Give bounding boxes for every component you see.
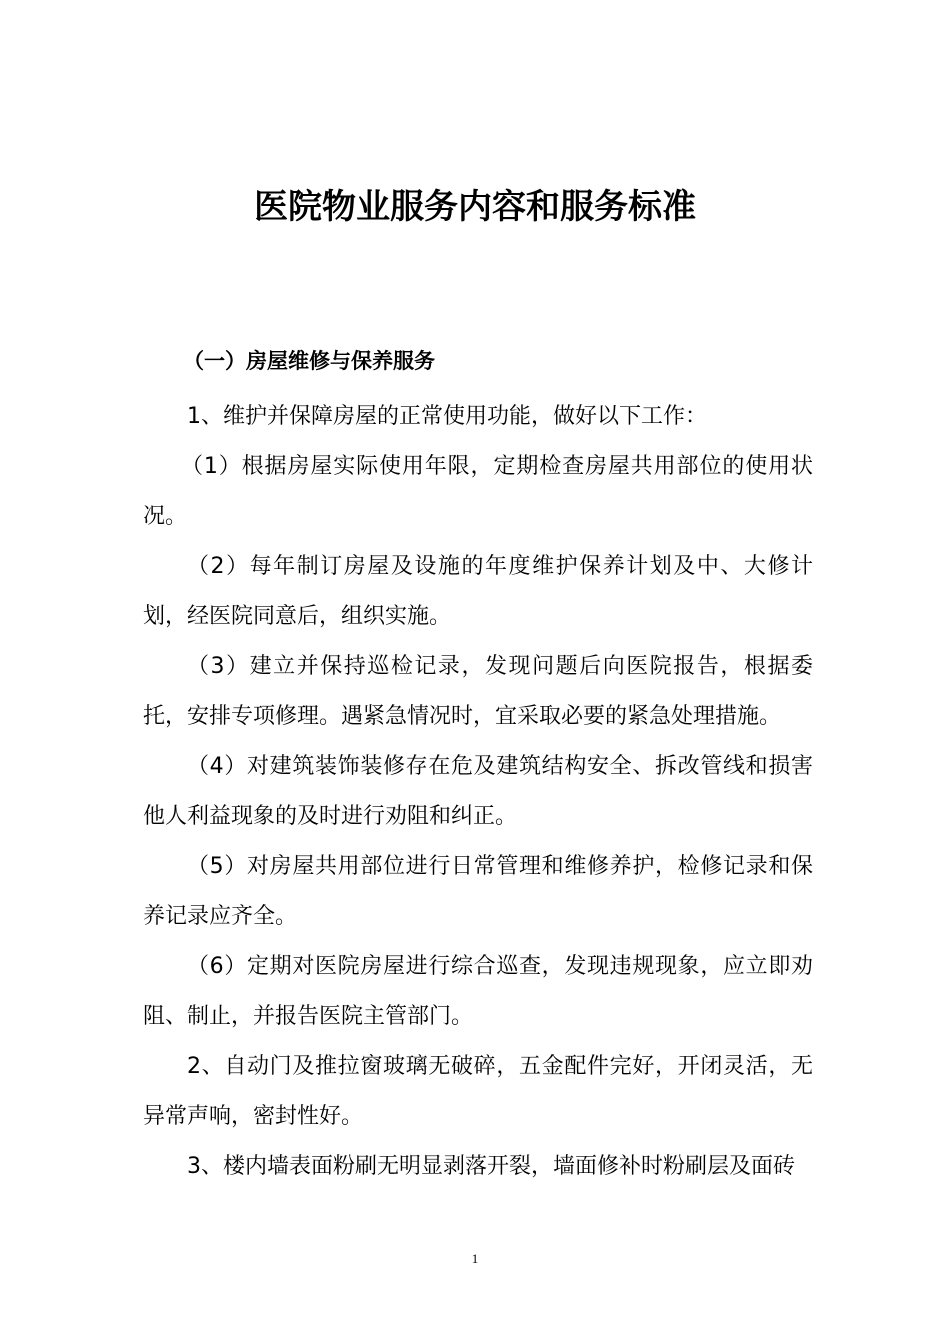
paragraph-item-3: 3、楼内墙表面粉刷无明显剥落开裂，墙面修补时粉刷层及面砖 — [187, 1154, 795, 1179]
paragraph-item-1: 1、维护并保障房屋的正常使用功能，做好以下工作： — [187, 404, 707, 429]
paragraph-item-2: 2、自动门及推拉窗玻璃无破碎，五金配件完好，开闭灵活，无异常声响，密封性好。 — [143, 1054, 813, 1129]
paragraph-subitem-2: （2）每年制订房屋及设施的年度维护保养计划及中、大修计划，经医院同意后，组织实施。 — [143, 554, 813, 629]
page-number: 1 — [471, 1251, 479, 1266]
document-title: 医院物业服务内容和服务标准 — [254, 187, 696, 227]
paragraph-subitem-1: （1）根据房屋实际使用年限，定期检查房屋共用部位的使用状况。 — [143, 454, 813, 529]
section-heading: （一）房屋维修与保养服务 — [183, 349, 435, 373]
paragraph-subitem-6: （6）定期对医院房屋进行综合巡查，发现违规现象，应立即劝阻、制止，并报告医院主管部门。 — [143, 954, 813, 1029]
paragraph-subitem-3: （3）建立并保持巡检记录，发现问题后向医院报告，根据委托，安排专项修理。遇紧急情况时，宜采取必要的紧急处理措施。 — [143, 654, 813, 729]
paragraph-subitem-4: （4）对建筑装饰装修存在危及建筑结构安全、拆改管线和损害他人利益现象的及时进行劝阻和纠正。 — [143, 754, 813, 829]
body-text — [143, 392, 813, 1192]
paragraph-subitem-5: （5）对房屋共用部位进行日常管理和维修养护，检修记录和保养记录应齐全。 — [143, 854, 813, 929]
